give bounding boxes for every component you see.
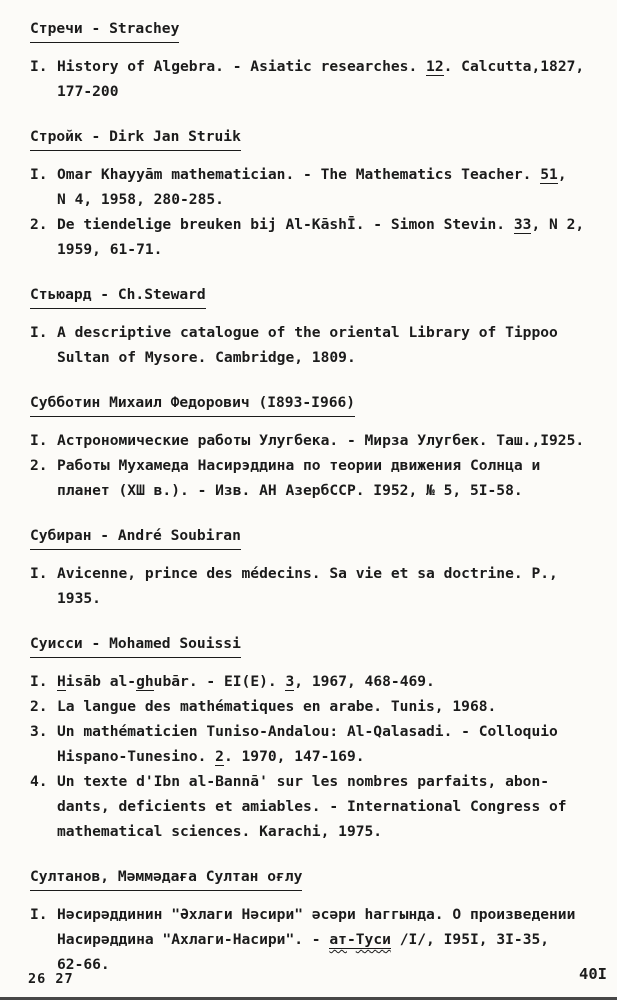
bibliography-section (30, 124, 599, 262)
section-heading: Суисси - Mohamed Souissi (30, 631, 241, 658)
text-segment: H (57, 673, 66, 690)
bibliography-section (30, 16, 599, 104)
entry-line (57, 744, 599, 769)
bibliography-entry (30, 212, 599, 262)
entry-line (57, 952, 599, 977)
entry-number: 3. (30, 723, 48, 740)
text-segment: mathematical sciences. Karachi, 1975. (57, 823, 383, 840)
text-segment: N 4, 1958, 280-285. (57, 191, 224, 208)
text-segment: , 1967, 468-469. (294, 673, 435, 690)
text-segment: - (346, 931, 356, 948)
bibliography-entry (30, 719, 599, 769)
text-segment: gh (136, 673, 154, 690)
text-segment: Насирәддина "Ахлаги-Насири". - (57, 931, 330, 948)
text-segment: Нәсирәддинин "Әхлаги Нәсири" әсәри һаггында. О произведении (57, 906, 576, 923)
section-heading-row (30, 390, 599, 417)
entry-number: 2. (30, 698, 48, 715)
section-heading: Субиран - André Soubiran (30, 523, 241, 550)
entry-line (30, 212, 599, 237)
text-segment: Туси (355, 931, 391, 948)
text-segment: 3 (285, 673, 295, 690)
text-segment: . 1970, 147-169. (223, 748, 365, 765)
entry-number: I. (30, 58, 48, 75)
section-heading: Субботин Михаил Федорович (I893-I966) (30, 390, 355, 417)
text-segment: , (557, 166, 567, 183)
entry-line (30, 561, 599, 586)
text-segment: Hispano-Tunesino. (57, 748, 216, 765)
entry-number: 4. (30, 773, 48, 790)
entry-line (30, 669, 599, 694)
bibliography-entry (30, 694, 599, 719)
bibliography-section (30, 523, 599, 611)
text-segment: Omar Khayyām mathematician. - The Mathematics Teacher. (57, 166, 541, 183)
text-segment: Работы Мухамеда Насирэддина по теории движения Солнца и (57, 457, 541, 474)
entry-line (57, 819, 599, 844)
footer-note: 26 27 (28, 971, 74, 987)
section-heading-row (30, 124, 599, 151)
text-segment: A descriptive catalogue of the oriental Library of Tippoo (57, 324, 558, 341)
text-segment: De tiendelige breuken bij Al-KāshĪ. - Simon Stevin. (57, 216, 514, 233)
text-segment: Un mathématicien Tuniso-Andalou: Al-Qalasadi. - Colloquio (57, 723, 558, 740)
bibliography-entry (30, 769, 599, 844)
bibliography-entry (30, 320, 599, 370)
entry-number: I. (30, 906, 48, 923)
bibliography-section (30, 282, 599, 370)
section-heading-row (30, 16, 599, 43)
text-segment: 2 (215, 748, 224, 765)
text-segment: 1959, 61-71. (57, 241, 163, 258)
bibliography-entry (30, 162, 599, 212)
section-heading-row (30, 282, 599, 309)
text-segment: dants, deficients et amiables. - International Congress of (57, 798, 567, 815)
bibliography-entry (30, 669, 599, 694)
entry-line (57, 345, 599, 370)
entry-line (57, 794, 599, 819)
bibliography-entry (30, 561, 599, 611)
section-heading: Стройк - Dirk Jan Struik (30, 124, 241, 151)
entry-line (57, 927, 599, 952)
section-heading-row (30, 523, 599, 550)
section-heading: Султанов, Мәммәдаға Султан оғлу (30, 864, 302, 891)
bibliography-entry (30, 453, 599, 503)
text-segment: 12 (426, 58, 444, 75)
bibliography-entry (30, 428, 599, 453)
entry-line (30, 769, 599, 794)
entry-line (30, 320, 599, 345)
text-segment: . Calcutta,1827, (443, 58, 585, 75)
text-segment: History of Algebra. - Asiatic researches. (57, 58, 427, 75)
text-segment: , N 2, (531, 216, 585, 233)
text-segment: планет (ХШ в.). - Изв. АН АзербССР. I952, № 5, 5I-58. (57, 482, 523, 499)
bibliography-entry (30, 54, 599, 104)
bibliography-entry (30, 902, 599, 977)
bibliography-section (30, 390, 599, 503)
entry-line (57, 79, 599, 104)
entry-line (57, 478, 599, 503)
text-segment: 177-200 (57, 83, 119, 100)
entry-number: I. (30, 565, 48, 582)
entry-line (57, 586, 599, 611)
entry-line (57, 187, 599, 212)
entry-number: 2. (30, 216, 48, 233)
section-heading-row (30, 864, 599, 891)
bibliography-section (30, 631, 599, 844)
section-heading-row (30, 631, 599, 658)
text-segment: 1935. (57, 590, 101, 607)
sections (30, 16, 599, 997)
text-segment: isāb al- (65, 673, 137, 690)
entry-line (57, 237, 599, 262)
entry-line (30, 902, 599, 927)
text-segment: /I/, I95I, 3I-35, (390, 931, 550, 948)
entry-line (30, 162, 599, 187)
section-heading: Стьюард - Ch.Steward (30, 282, 206, 309)
text-segment: La langue des mathématiques en arabe. Tunis, 1968. (57, 698, 497, 715)
page-number: 40I (579, 965, 607, 983)
entry-number: I. (30, 673, 48, 690)
entry-line (30, 719, 599, 744)
text-segment: ат (329, 931, 347, 948)
text-segment: 51 (540, 166, 558, 183)
entry-line (30, 453, 599, 478)
text-segment: Un texte d'Ibn al-Bannā' sur les nombres parfaits, abon- (57, 773, 550, 790)
entry-number: 2. (30, 457, 48, 474)
text-segment: ubār. - EI(E). (153, 673, 286, 690)
entry-line (30, 428, 599, 453)
text-segment: Sultan of Mysore. Cambridge, 1809. (57, 349, 356, 366)
entry-line (30, 694, 599, 719)
text-segment: 62-66. (57, 956, 110, 973)
entry-line (30, 54, 599, 79)
section-heading: Стречи - Strachey (30, 16, 179, 43)
text-segment: Avicenne, prince des médecins. Sa vie et sa doctrine. P., (57, 565, 558, 582)
text-segment: 33 (513, 216, 532, 233)
bibliography-section (30, 864, 599, 977)
entry-number: I. (30, 166, 48, 183)
text-segment: Астрономические работы Улугбека. - Мирза Улугбек. Таш.,I925. (57, 432, 585, 449)
entry-number: I. (30, 324, 48, 341)
entry-number: I. (30, 432, 48, 449)
